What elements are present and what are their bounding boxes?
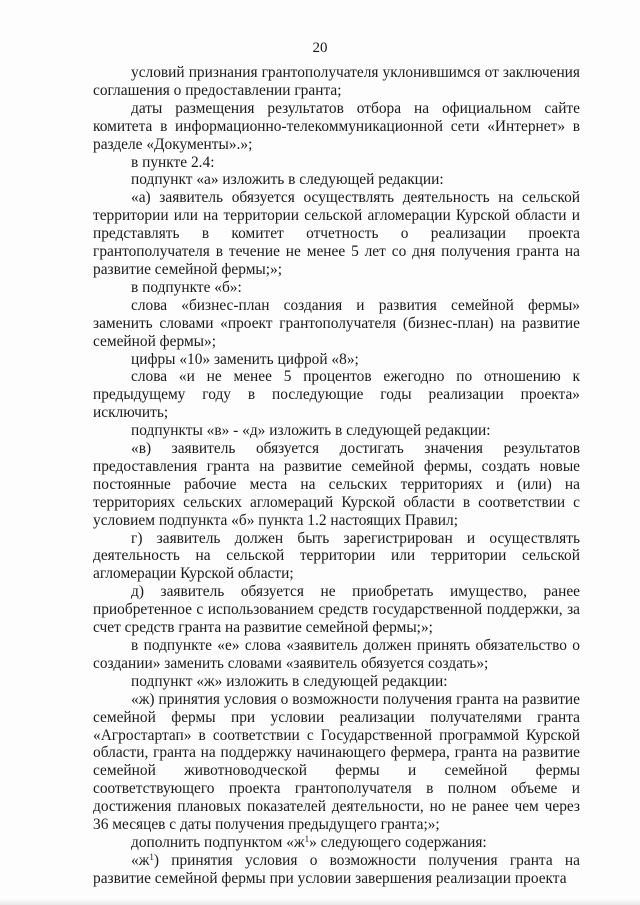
paragraph-03: в пункте 2.4: (131, 153, 215, 171)
paragraph-15: подпункт «ж» изложить в следующей редакции: (131, 672, 448, 690)
paragraph-17 (93, 834, 580, 852)
paragraph-18-before: «ж (131, 851, 150, 869)
paragraph-06: в подпункте «б»: (131, 278, 242, 296)
superscript-1: 1 (149, 851, 154, 862)
paragraph-13: д) заявитель обязуется не приобретать имущество, ранее приобретенное с использованием средств государственной поддержки, за счет средств гранта на развитие семейной фермы;»; (93, 583, 580, 637)
paragraph-17-before: дополнить подпунктом «ж (131, 833, 305, 851)
scan-edge-shadow (0, 899, 640, 905)
paragraph-16: «ж) принятия условия о возможности получения гранта на развитие семейной фермы при условии реализации получателями гранта «Агростартап» в соответствии с Государственной программой Курской области, гранта на поддержку начинающего фермера, гранта на развитие семейной животноводческой фермы и семейной фермы соответствующего проекта грантополучателя в полном объеме и достижения плановых показателей деятельности, но не ранее чем через 36 месяцев с даты получения предыдущего гранта;»; (93, 690, 580, 834)
paragraph-08: цифры «10» заменить цифрой «8»; (131, 350, 359, 368)
paragraph-04: подпункт «а» изложить в следующей редакции: (131, 171, 444, 189)
document-body (93, 64, 580, 888)
paragraph-02: даты размещения результатов отбора на официальном сайте комитета в информационно-телекоммуникационной сети «Интернет» в разделе «Документы».»; (93, 99, 580, 153)
superscript-1: 1 (304, 833, 310, 844)
paragraph-09: слова «и не менее 5 процентов ежегодно по отношению к предыдущему году в последующие годы реализации проекта» исключить; (93, 368, 580, 422)
paragraph-18-after: ) принятия условия о возможности получения гранта на развитие семейной фермы при условии завершения реализации проекта (93, 851, 580, 887)
paragraph-10: подпункты «в» - «д» изложить в следующей редакции: (131, 422, 491, 440)
paragraph-05: «а) заявитель обязуется осуществлять деятельность на сельской территории или на территории сельской агломерации Курской области и представлять в комитет отчетность о реализации проекта грантополучателя в течение не менее 5 лет со дня получения гранта на развитие семейной фермы;»; (93, 189, 580, 278)
paragraph-14: в подпункте «е» слова «заявитель должен принять обязательство о создании» заменить словами «заявитель обязуется создать»; (93, 637, 580, 672)
page-number: 20 (312, 40, 328, 56)
paragraph-18 (93, 852, 580, 888)
paragraph-12: г) заявитель должен быть зарегистрирован и осуществлять деятельность на сельской территории или территории сельской агломерации Курской области; (93, 529, 580, 583)
paragraph-17-after: » следующего содержания: (309, 833, 487, 851)
paragraph-01: условий признания грантополучателя уклонившимся от заключения соглашения о предоставлении гранта; (93, 64, 580, 99)
paragraph-07: слова «бизнес-план создания и развития семейной фермы» заменить словами «проект грантополучателя (бизнес-план) на развитие семейной фермы»; (93, 296, 580, 350)
paragraph-11: «в) заявитель обязуется достигать значения результатов предоставления гранта на развитие семейной фермы, создать новые постоянные рабочие места на сельских территориях и (или) на территориях сельских агломераций Курской области в соответствии с условием подпункта «б» пункта 1.2 настоящих Правил; (93, 440, 580, 529)
